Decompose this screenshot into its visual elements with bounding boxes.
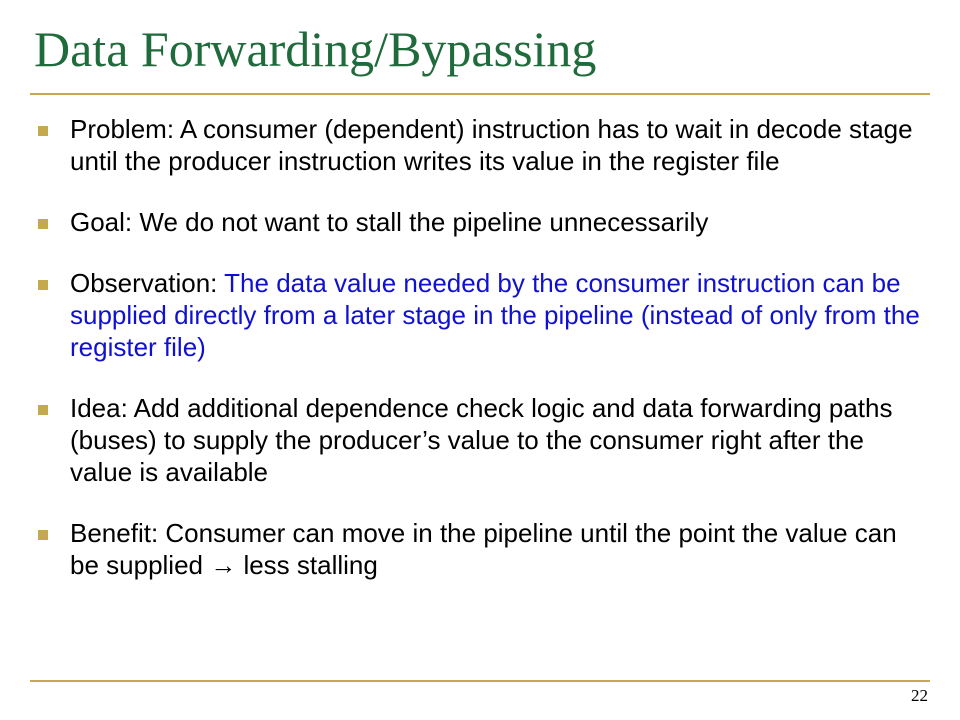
bullet-label: Observation: [70,268,225,298]
page-number: 22 [911,686,928,705]
bullet-text: Goal: We do not want to stall the pipeline unnecessarily [70,207,709,237]
bullet-text: Idea: Add additional dependence check logic and data forwarding paths (buses) to supply the producer’s value to the consumer right after the value is available [70,393,893,487]
footer-divider [30,680,930,682]
bullet-idea [38,392,928,488]
slide-title: Data Forwarding/Bypassing [34,21,597,77]
square-bullet-icon [38,126,48,136]
bullet-goal [38,206,928,238]
bullet-problem [38,113,928,177]
bullet-list [38,113,928,581]
square-bullet-icon [38,530,48,540]
bullet-benefit [38,517,928,581]
bullet-observation [38,267,928,363]
square-bullet-icon [38,405,48,415]
title-divider [30,93,930,95]
square-bullet-icon [38,280,48,290]
bullet-text: Problem: A consumer (dependent) instruction has to wait in decode stage until the producer instruction writes its value in the register file [70,114,913,176]
square-bullet-icon [38,219,48,229]
bullet-highlight-text: The data value needed by the consumer instruction can be supplied directly from a later stage in the pipeline (instead of only from the register file) [70,268,920,362]
bullet-text: Benefit: Consumer can move in the pipeline until the point the value can be supplied → less stalling [70,518,897,580]
